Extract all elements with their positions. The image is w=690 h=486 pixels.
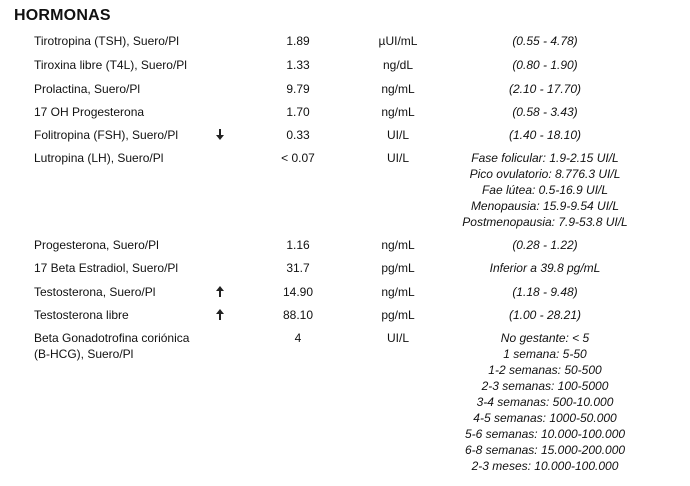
- reference-range-line: (1.40 - 18.10): [508, 128, 582, 142]
- result-unit: pg/mL: [381, 261, 415, 275]
- result-value: 0.33: [286, 128, 310, 142]
- reference-range: [445, 330, 645, 474]
- reference-range-line: 3-4 semanas: 500-10.000: [476, 395, 614, 409]
- test-name: [34, 237, 214, 253]
- result-value: 88.10: [282, 308, 314, 322]
- result-unit: ng/mL: [381, 82, 415, 96]
- reference-range-line: 2-3 semanas: 100-5000: [481, 379, 609, 393]
- reference-range: [445, 237, 645, 253]
- reference-range-line: 1-2 semanas: 50-500: [488, 363, 602, 377]
- result-value: < 0.07: [281, 151, 315, 165]
- reference-range-line: 1 semana: 5-50: [503, 347, 587, 361]
- result-unit: pg/mL: [381, 308, 415, 322]
- section-title: HORMONAS: [14, 7, 111, 24]
- result-value: 4: [294, 331, 302, 345]
- test-name: [34, 33, 214, 49]
- reference-range-line: Fase folicular: 1.9-2.15 UI/L: [471, 151, 619, 165]
- reference-range-line: 6-8 semanas: 15.000-200.000: [464, 443, 626, 457]
- reference-range: [445, 104, 645, 120]
- reference-range: [445, 284, 645, 300]
- reference-range-line: 4-5 semanas: 1000-50.000: [473, 411, 617, 425]
- test-name: [34, 104, 214, 120]
- reference-range-line: (2.10 - 17.70): [508, 82, 582, 96]
- reference-range-line: Inferior a 39.8 pg/mL: [489, 261, 601, 275]
- reference-range: [445, 81, 645, 97]
- test-name-line: (B-HCG), Suero/Pl: [34, 347, 134, 361]
- test-name: [34, 127, 214, 143]
- test-name-line: Prolactina, Suero/Pl: [34, 82, 141, 96]
- test-name: [34, 150, 214, 166]
- reference-range: [445, 57, 645, 73]
- reference-range-line: Menopausia: 15.9-9.54 UI/L: [470, 199, 620, 213]
- result-unit: UI/L: [386, 151, 409, 165]
- reference-range-line: No gestante: < 5: [500, 331, 590, 345]
- result-unit: UI/L: [386, 128, 409, 142]
- result-value: 31.7: [286, 261, 310, 275]
- test-name-line: Beta Gonadotrofina coriónica: [34, 331, 190, 345]
- result-value: 1.33: [286, 58, 310, 72]
- result-value: 1.16: [286, 238, 310, 252]
- reference-range-line: (0.58 - 3.43): [512, 105, 578, 119]
- test-name: [34, 81, 214, 97]
- reference-range-line: (0.28 - 1.22): [512, 238, 578, 252]
- reference-range-line: (1.00 - 28.21): [508, 308, 582, 322]
- reference-range: [445, 307, 645, 323]
- reference-range: [445, 33, 645, 49]
- reference-range: [445, 127, 645, 143]
- reference-range-line: Pico ovulatorio: 8.776.3 UI/L: [469, 167, 621, 181]
- test-name-line: Tirotropina (TSH), Suero/Pl: [34, 34, 179, 48]
- result-unit: ng/dL: [382, 58, 414, 72]
- test-name-line: Tiroxina libre (T4L), Suero/Pl: [34, 58, 187, 72]
- result-unit: ng/mL: [381, 105, 415, 119]
- result-unit: UI/L: [386, 331, 409, 345]
- result-unit: ng/mL: [381, 238, 415, 252]
- test-name-line: Lutropina (LH), Suero/Pl: [34, 151, 164, 165]
- result-value: 1.89: [286, 34, 310, 48]
- result-value: 9.79: [286, 82, 310, 96]
- test-name-line: Testosterona libre: [34, 308, 129, 322]
- down-arrow-icon: [213, 127, 227, 140]
- test-name: [34, 330, 214, 362]
- up-arrow-icon: [213, 284, 227, 297]
- reference-range-line: 2-3 meses: 10.000-100.000: [471, 459, 619, 473]
- result-value: 1.70: [286, 105, 310, 119]
- test-name-line: Folitropina (FSH), Suero/Pl: [34, 128, 179, 142]
- reference-range-line: (0.80 - 1.90): [512, 58, 578, 72]
- test-name-line: 17 Beta Estradiol, Suero/Pl: [34, 261, 179, 275]
- reference-range: [445, 260, 645, 276]
- test-name-line: Testosterona, Suero/Pl: [34, 285, 156, 299]
- test-name: [34, 260, 214, 276]
- result-unit: µUI/mL: [378, 34, 418, 48]
- test-name: [34, 57, 214, 73]
- result-unit: ng/mL: [381, 285, 415, 299]
- reference-range-line: 5-6 semanas: 10.000-100.000: [464, 427, 626, 441]
- reference-range-line: Postmenopausia: 7.9-53.8 UI/L: [462, 215, 628, 229]
- reference-range-line: (0.55 - 4.78): [512, 34, 578, 48]
- up-arrow-icon: [213, 307, 227, 320]
- result-value: 14.90: [282, 285, 314, 299]
- reference-range-line: Fae lútea: 0.5-16.9 UI/L: [481, 183, 609, 197]
- reference-range: [445, 150, 645, 230]
- reference-range-line: (1.18 - 9.48): [512, 285, 578, 299]
- test-name-line: Progesterona, Suero/Pl: [34, 238, 159, 252]
- test-name: [34, 284, 214, 300]
- test-name: [34, 307, 214, 323]
- test-name-line: 17 OH Progesterona: [34, 105, 145, 119]
